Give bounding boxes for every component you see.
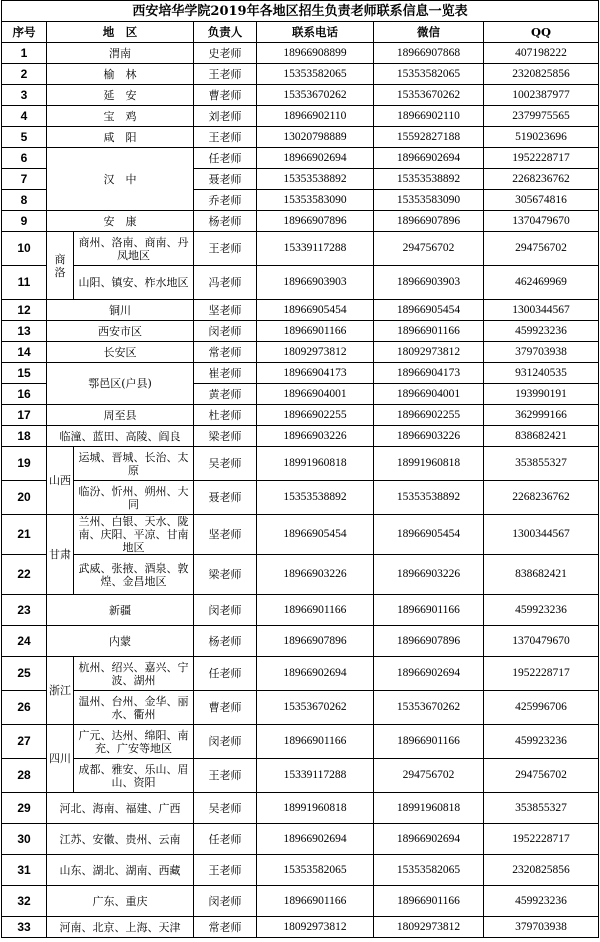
header-qq: QQ (484, 22, 599, 43)
phone-cell: 15339117288 (257, 232, 374, 266)
person-cell: 吴老师 (194, 793, 257, 824)
wechat-cell: 18991960818 (374, 447, 484, 481)
wechat-cell: 18966902694 (374, 657, 484, 691)
table-row (2, 793, 599, 824)
table-row (2, 232, 599, 266)
qq-cell: 353855327 (484, 793, 599, 824)
qq-cell: 1370479670 (484, 626, 599, 657)
wechat-cell: 18991960818 (374, 793, 484, 824)
phone-cell: 13020798889 (257, 127, 374, 148)
table-row (2, 321, 599, 342)
region-cell: 西安市区 (47, 321, 194, 342)
row-number: 17 (2, 405, 47, 426)
phone-cell: 18966901166 (257, 595, 374, 626)
row-number: 32 (2, 886, 47, 917)
row-number: 33 (2, 917, 47, 938)
phone-cell: 15353583090 (257, 190, 374, 211)
qq-cell: 2379975565 (484, 106, 599, 127)
phone-cell: 18966902255 (257, 405, 374, 426)
qq-cell: 838682421 (484, 555, 599, 595)
person-cell: 吴老师 (194, 447, 257, 481)
wechat-cell: 18966907868 (374, 43, 484, 64)
region-group-cell: 汉 中 (47, 148, 194, 211)
qq-cell: 407198222 (484, 43, 599, 64)
wechat-cell: 18966901166 (374, 725, 484, 759)
region-cell: 河南、北京、上海、天津 (47, 917, 194, 938)
person-cell: 冯老师 (194, 266, 257, 300)
person-cell: 闵老师 (194, 725, 257, 759)
region-cell: 新疆 (47, 595, 194, 626)
qq-cell: 459923236 (484, 595, 599, 626)
person-cell: 史老师 (194, 43, 257, 64)
table-row (2, 106, 599, 127)
person-cell: 聂老师 (194, 481, 257, 515)
region-group-cell: 山西 (47, 447, 74, 515)
wechat-cell: 18966903226 (374, 555, 484, 595)
wechat-cell: 18966902110 (374, 106, 484, 127)
phone-cell: 18966903226 (257, 555, 374, 595)
row-number: 27 (2, 725, 47, 759)
phone-cell: 18966905454 (257, 300, 374, 321)
table-row (2, 691, 599, 725)
row-number: 23 (2, 595, 47, 626)
qq-cell: 1952228717 (484, 657, 599, 691)
person-cell: 杨老师 (194, 626, 257, 657)
region-cell: 榆 林 (47, 64, 194, 85)
row-number: 9 (2, 211, 47, 232)
qq-cell: 305674816 (484, 190, 599, 211)
table-row (2, 595, 599, 626)
wechat-cell: 15353582065 (374, 64, 484, 85)
person-cell: 王老师 (194, 759, 257, 793)
qq-cell: 294756702 (484, 759, 599, 793)
qq-cell: 459923236 (484, 725, 599, 759)
wechat-cell: 18966904001 (374, 384, 484, 405)
phone-cell: 15353670262 (257, 85, 374, 106)
person-cell: 任老师 (194, 824, 257, 855)
row-number: 1 (2, 43, 47, 64)
qq-cell: 1300344567 (484, 515, 599, 555)
person-cell: 闵老师 (194, 886, 257, 917)
table-row (2, 426, 599, 447)
region-cell: 长安区 (47, 342, 194, 363)
sub-region-cell: 运城、晋城、长治、太原 (74, 447, 194, 481)
person-cell: 梁老师 (194, 426, 257, 447)
row-number: 29 (2, 793, 47, 824)
row-number: 18 (2, 426, 47, 447)
title-row (2, 1, 599, 22)
region-group-cell: 四川 (47, 725, 74, 793)
phone-cell: 15353670262 (257, 691, 374, 725)
qq-cell: 519023696 (484, 127, 599, 148)
table-row (2, 515, 599, 555)
qq-cell: 294756702 (484, 232, 599, 266)
region-group-cell: 商 洛 (47, 232, 74, 300)
table-row (2, 855, 599, 886)
header-phone: 联系电话 (257, 22, 374, 43)
table-row (2, 300, 599, 321)
person-cell: 闵老师 (194, 321, 257, 342)
row-number: 3 (2, 85, 47, 106)
row-number: 22 (2, 555, 47, 595)
row-number: 12 (2, 300, 47, 321)
person-cell: 王老师 (194, 64, 257, 85)
person-cell: 闵老师 (194, 595, 257, 626)
table-body (2, 1, 599, 938)
wechat-cell: 18966904173 (374, 363, 484, 384)
sub-region-cell: 成都、雅安、乐山、眉山、资阳 (74, 759, 194, 793)
phone-cell: 18966904001 (257, 384, 374, 405)
phone-cell: 18966903903 (257, 266, 374, 300)
person-cell: 任老师 (194, 148, 257, 169)
phone-cell: 18966901166 (257, 886, 374, 917)
wechat-cell: 18966907896 (374, 626, 484, 657)
wechat-cell: 18966902255 (374, 405, 484, 426)
person-cell: 常老师 (194, 342, 257, 363)
table-row (2, 363, 599, 384)
qq-cell: 353855327 (484, 447, 599, 481)
qq-cell: 2268236762 (484, 481, 599, 515)
table-row (2, 211, 599, 232)
qq-cell: 379703938 (484, 917, 599, 938)
qq-cell: 1952228717 (484, 824, 599, 855)
phone-cell: 18966907896 (257, 626, 374, 657)
table-row (2, 555, 599, 595)
row-number: 2 (2, 64, 47, 85)
row-number: 24 (2, 626, 47, 657)
person-cell: 黄老师 (194, 384, 257, 405)
phone-cell: 18966902694 (257, 148, 374, 169)
phone-cell: 15353582065 (257, 64, 374, 85)
qq-cell: 193990191 (484, 384, 599, 405)
wechat-cell: 18966901166 (374, 595, 484, 626)
phone-cell: 18966902110 (257, 106, 374, 127)
qq-cell: 459923236 (484, 886, 599, 917)
table-row (2, 85, 599, 106)
wechat-cell: 15353538892 (374, 481, 484, 515)
table-row (2, 127, 599, 148)
qq-cell: 838682421 (484, 426, 599, 447)
phone-cell: 18966904173 (257, 363, 374, 384)
region-group-cell: 浙江 (47, 657, 74, 725)
row-number: 20 (2, 481, 47, 515)
qq-cell: 931240535 (484, 363, 599, 384)
person-cell: 聂老师 (194, 169, 257, 190)
wechat-cell: 15353670262 (374, 85, 484, 106)
row-number: 14 (2, 342, 47, 363)
wechat-cell: 294756702 (374, 232, 484, 266)
header-region: 地 区 (47, 22, 194, 43)
region-cell: 山东、湖北、湖南、西藏 (47, 855, 194, 886)
region-cell: 江苏、安徽、贵州、云南 (47, 824, 194, 855)
wechat-cell: 294756702 (374, 759, 484, 793)
person-cell: 乔老师 (194, 190, 257, 211)
phone-cell: 15339117288 (257, 759, 374, 793)
wechat-cell: 15353538892 (374, 169, 484, 190)
sub-region-cell: 商州、洛南、商南、丹凤地区 (74, 232, 194, 266)
row-number: 6 (2, 148, 47, 169)
region-group-cell: 鄠邑区(户县) (47, 363, 194, 405)
wechat-cell: 18966905454 (374, 300, 484, 321)
region-cell: 宝 鸡 (47, 106, 194, 127)
qq-cell: 1952228717 (484, 148, 599, 169)
region-cell: 铜川 (47, 300, 194, 321)
row-number: 25 (2, 657, 47, 691)
row-number: 21 (2, 515, 47, 555)
table-row (2, 447, 599, 481)
phone-cell: 18966901166 (257, 321, 374, 342)
qq-cell: 459923236 (484, 321, 599, 342)
region-cell: 河北、海南、福建、广西 (47, 793, 194, 824)
person-cell: 崔老师 (194, 363, 257, 384)
table-row (2, 43, 599, 64)
wechat-cell: 15353670262 (374, 691, 484, 725)
person-cell: 曹老师 (194, 691, 257, 725)
wechat-cell: 18092973812 (374, 342, 484, 363)
table-row (2, 626, 599, 657)
person-cell: 曹老师 (194, 85, 257, 106)
person-cell: 杨老师 (194, 211, 257, 232)
wechat-cell: 18966901166 (374, 886, 484, 917)
sub-region-cell: 山阳、镇安、柞水地区 (74, 266, 194, 300)
table-row (2, 148, 599, 169)
region-cell: 延 安 (47, 85, 194, 106)
row-number: 11 (2, 266, 47, 300)
region-cell: 广东、重庆 (47, 886, 194, 917)
wechat-cell: 18966905454 (374, 515, 484, 555)
qq-cell: 462469969 (484, 266, 599, 300)
row-number: 19 (2, 447, 47, 481)
phone-cell: 18966908899 (257, 43, 374, 64)
wechat-cell: 15353583090 (374, 190, 484, 211)
phone-cell: 18966905454 (257, 515, 374, 555)
row-number: 4 (2, 106, 47, 127)
person-cell: 梁老师 (194, 555, 257, 595)
row-number: 7 (2, 169, 47, 190)
person-cell: 坚老师 (194, 515, 257, 555)
person-cell: 坚老师 (194, 300, 257, 321)
qq-cell: 362999166 (484, 405, 599, 426)
row-number: 15 (2, 363, 47, 384)
table-row (2, 824, 599, 855)
person-cell: 王老师 (194, 127, 257, 148)
phone-cell: 15353582065 (257, 855, 374, 886)
table-row (2, 917, 599, 938)
phone-cell: 18966903226 (257, 426, 374, 447)
qq-cell: 1002387977 (484, 85, 599, 106)
row-number: 10 (2, 232, 47, 266)
wechat-cell: 18966903903 (374, 266, 484, 300)
wechat-cell: 18966907896 (374, 211, 484, 232)
person-cell: 常老师 (194, 917, 257, 938)
wechat-cell: 15592827188 (374, 127, 484, 148)
phone-cell: 18966907896 (257, 211, 374, 232)
person-cell: 杜老师 (194, 405, 257, 426)
row-number: 8 (2, 190, 47, 211)
region-cell: 安 康 (47, 211, 194, 232)
contact-table (1, 0, 599, 938)
region-cell: 咸 阳 (47, 127, 194, 148)
row-number: 16 (2, 384, 47, 405)
header-seq: 序号 (2, 22, 47, 43)
wechat-cell: 18966902694 (374, 148, 484, 169)
table-row (2, 657, 599, 691)
phone-cell: 18991960818 (257, 447, 374, 481)
phone-cell: 18092973812 (257, 917, 374, 938)
phone-cell: 18966901166 (257, 725, 374, 759)
sub-region-cell: 兰州、白银、天水、陇南、庆阳、平凉、甘南地区 (74, 515, 194, 555)
row-number: 28 (2, 759, 47, 793)
row-number: 5 (2, 127, 47, 148)
qq-cell: 2320825856 (484, 855, 599, 886)
row-number: 13 (2, 321, 47, 342)
table-row (2, 405, 599, 426)
person-cell: 任老师 (194, 657, 257, 691)
sub-region-cell: 杭州、绍兴、嘉兴、宁波、湖州 (74, 657, 194, 691)
wechat-cell: 18966903226 (374, 426, 484, 447)
sub-region-cell: 温州、台州、金华、丽水、衢州 (74, 691, 194, 725)
wechat-cell: 18966901166 (374, 321, 484, 342)
wechat-cell: 18092973812 (374, 917, 484, 938)
table-row (2, 725, 599, 759)
page-title: 西安培华学院2019年各地区招生负责老师联系信息一览表 (2, 1, 599, 22)
table-row (2, 64, 599, 85)
region-cell: 周至县 (47, 405, 194, 426)
region-cell: 内蒙 (47, 626, 194, 657)
sub-region-cell: 广元、达州、绵阳、南充、广安等地区 (74, 725, 194, 759)
person-cell: 王老师 (194, 232, 257, 266)
header-wechat: 微信 (374, 22, 484, 43)
header-person: 负责人 (194, 22, 257, 43)
phone-cell: 15353538892 (257, 169, 374, 190)
person-cell: 刘老师 (194, 106, 257, 127)
phone-cell: 18966902694 (257, 657, 374, 691)
region-group-cell: 甘肃 (47, 515, 74, 595)
row-number: 30 (2, 824, 47, 855)
header-row (2, 22, 599, 43)
table-row (2, 886, 599, 917)
qq-cell: 1370479670 (484, 211, 599, 232)
phone-cell: 18092973812 (257, 342, 374, 363)
qq-cell: 2320825856 (484, 64, 599, 85)
qq-cell: 1300344567 (484, 300, 599, 321)
sub-region-cell: 临汾、忻州、朔州、大同 (74, 481, 194, 515)
qq-cell: 2268236762 (484, 169, 599, 190)
phone-cell: 15353538892 (257, 481, 374, 515)
wechat-cell: 18966902694 (374, 824, 484, 855)
sub-region-cell: 武威、张掖、酒泉、敦煌、金昌地区 (74, 555, 194, 595)
table-row (2, 759, 599, 793)
table-row (2, 342, 599, 363)
qq-cell: 379703938 (484, 342, 599, 363)
wechat-cell: 15353582065 (374, 855, 484, 886)
row-number: 26 (2, 691, 47, 725)
phone-cell: 18966902694 (257, 824, 374, 855)
region-cell: 渭南 (47, 43, 194, 64)
row-number: 31 (2, 855, 47, 886)
table-row (2, 481, 599, 515)
table-row (2, 266, 599, 300)
qq-cell: 425996706 (484, 691, 599, 725)
region-cell: 临潼、蓝田、高陵、阎良 (47, 426, 194, 447)
person-cell: 王老师 (194, 855, 257, 886)
phone-cell: 18991960818 (257, 793, 374, 824)
